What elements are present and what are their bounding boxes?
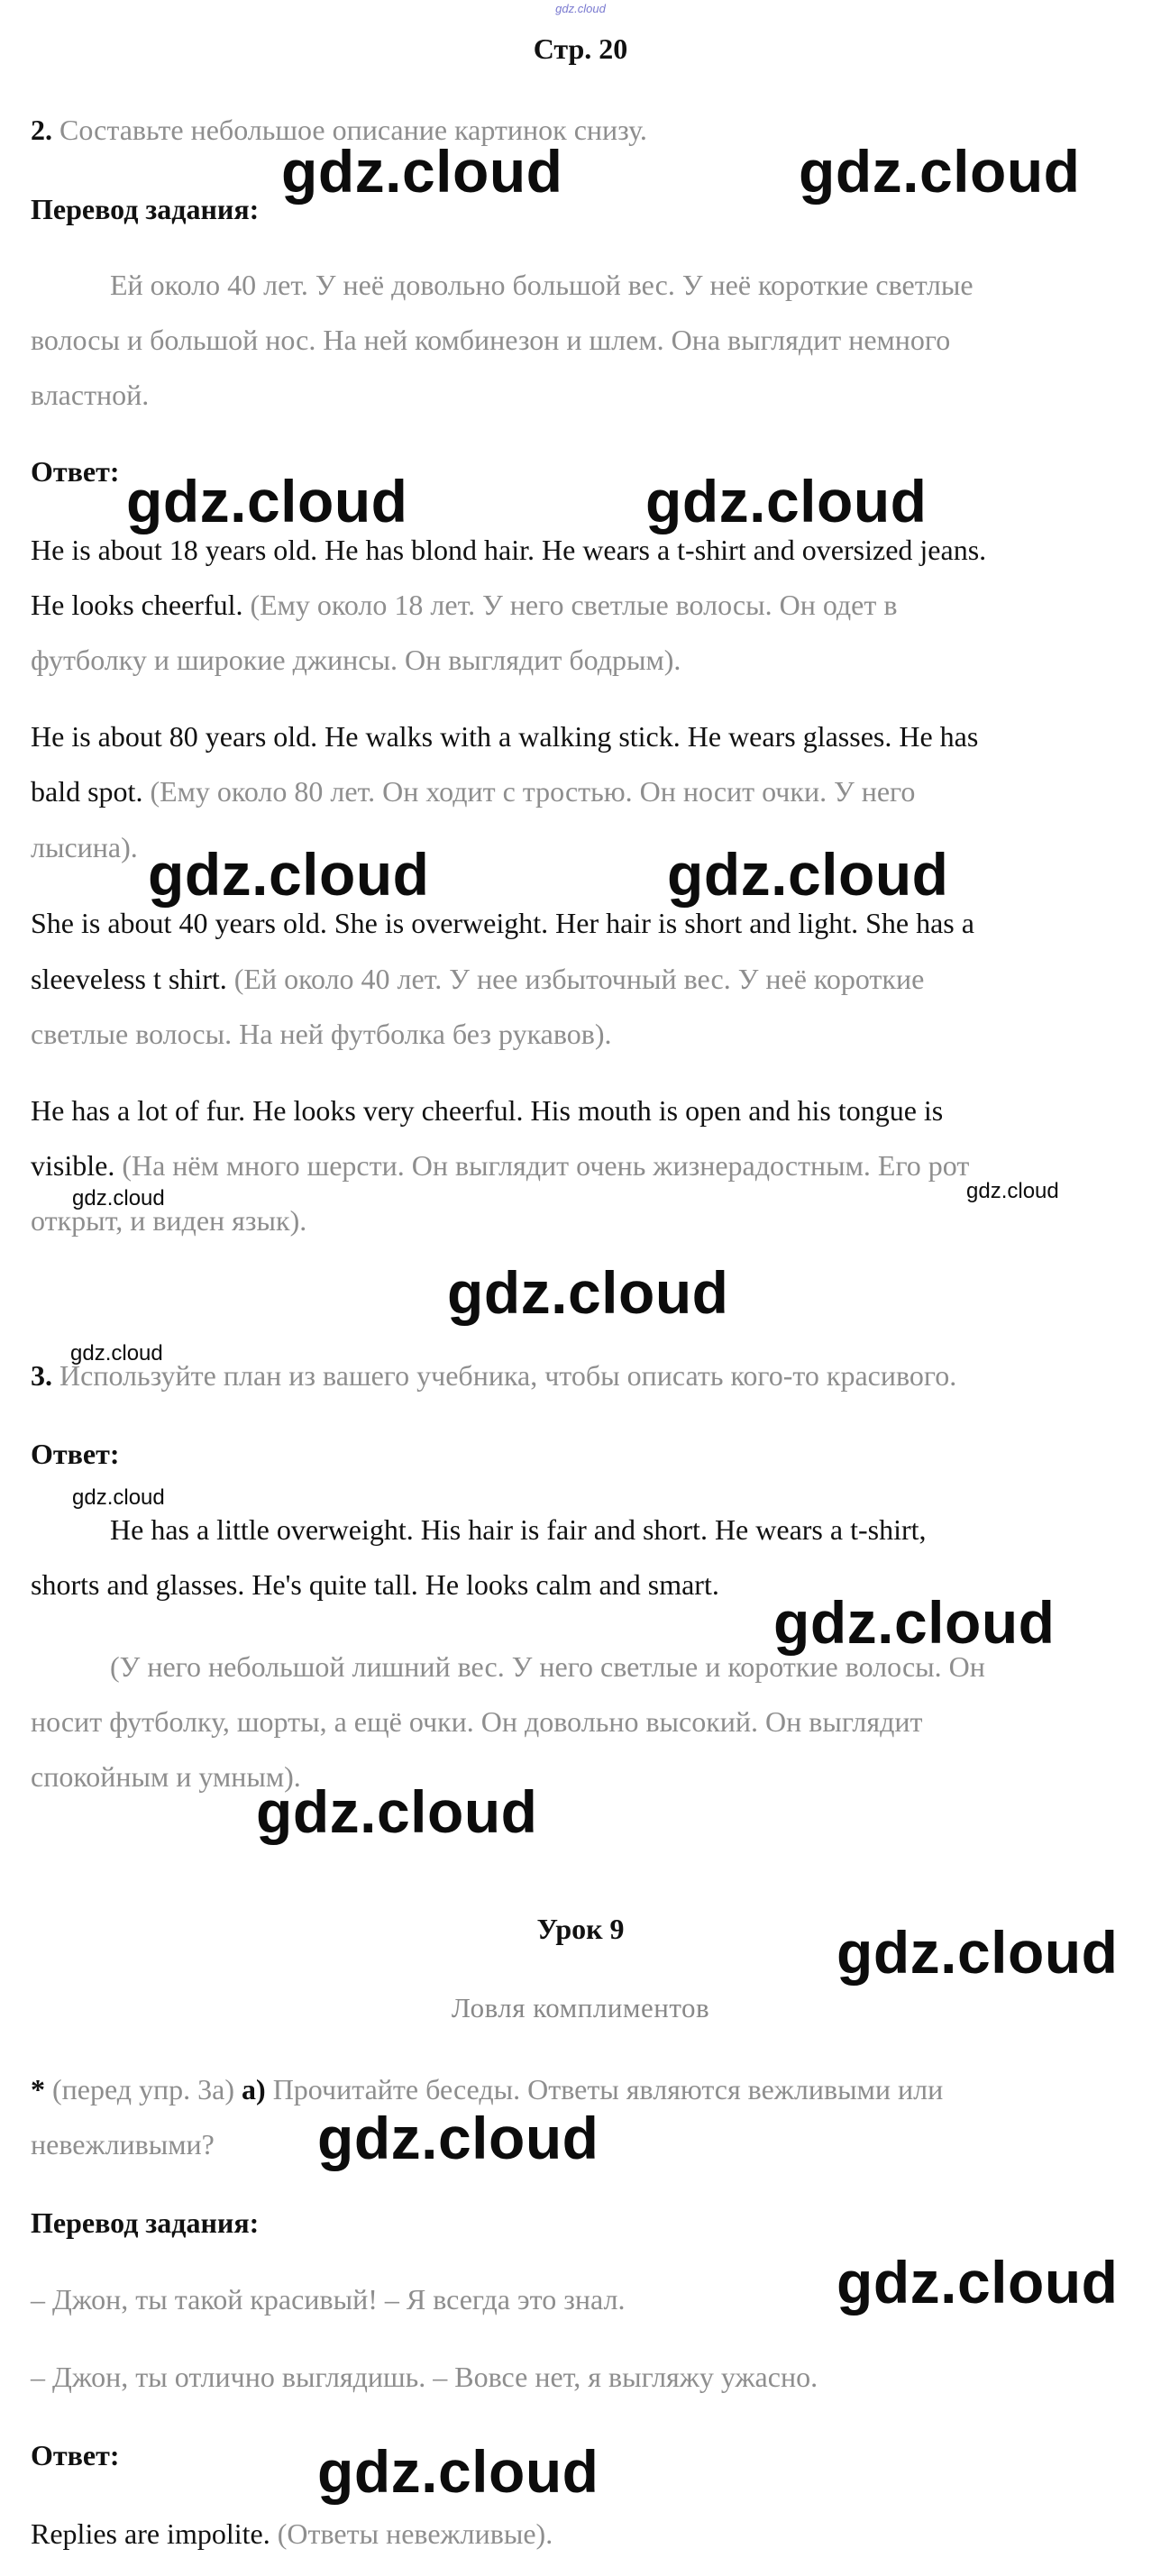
ex3-answer-line: shorts and glasses. He's quite tall. He looks calm and smart. — [31, 1568, 719, 1601]
ex2-answer-line: He is about 80 years old. He walks with a walking stick. He wears glasses. He has — [31, 720, 979, 753]
ex2-answer-ru: (Ему около 80 лет. Он ходит с тростью. Он носит очки. У него — [150, 775, 916, 808]
ex3-translation-line: (У него небольшой лишний вес. У него светлые и короткие волосы. Он — [110, 1650, 985, 1683]
ex2-answer-label: Ответ: — [31, 455, 120, 488]
watermark-text: gdz.cloud — [773, 1589, 1056, 1656]
watermark-text: gdz.cloud — [70, 1341, 163, 1366]
ex2-answer-line: футболку и широкие джинсы. Он выглядит бодрым). — [31, 644, 681, 676]
watermark-text: gdz.cloud — [645, 468, 928, 534]
ex2-answer-line: He has a lot of fur. He looks very cheerful. His mouth is open and his tongue is — [31, 1094, 944, 1127]
watermark-text: gdz.cloud — [148, 841, 430, 908]
ex2-answer-line — [31, 773, 1130, 809]
watermark-text: gdz.cloud — [966, 1179, 1059, 1203]
watermark-text: gdz.cloud — [667, 841, 949, 908]
lesson-dialog: – Джон, ты отлично выглядишь. – Вовсе нет, я выгляжу ужасно. — [31, 2361, 818, 2393]
page-title: Стр. 20 — [533, 32, 628, 65]
watermark-text: gdz.cloud — [447, 1259, 729, 1326]
lesson-answer-en: Replies are impolite. — [31, 2517, 270, 2550]
lesson-dialog: – Джон, ты такой красивый! – Я всегда это знал. — [31, 2283, 626, 2316]
ex2-answer-en: bald spot. — [31, 775, 143, 808]
lesson-star: * — [31, 2073, 45, 2106]
lesson-part: а) — [242, 2073, 266, 2106]
ex2-answer-line — [31, 1147, 1130, 1183]
lesson-task-line: невежливыми? — [31, 2128, 215, 2160]
ex2-translation-line: волосы и большой нос. На ней комбинезон и шлем. Она выглядит немного — [31, 324, 951, 356]
ex2-answer-en: He looks cheerful. — [31, 589, 243, 621]
ex2-answer-line: He is about 18 years old. He has blond hair. He wears a t-shirt and oversized jeans. — [31, 534, 987, 566]
ex2-answer-line: открыт, и виден язык). — [31, 1204, 307, 1237]
ex3-translation-line: спокойным и умным). — [31, 1760, 301, 1793]
ex3-answer-line: He has a little overweight. His hair is fair and short. He wears a t-shirt, — [110, 1513, 927, 1546]
ex2-answer-line — [31, 961, 1130, 997]
ex2-answer-line: She is about 40 years old. She is overweight. Her hair is short and light. She has a — [31, 907, 974, 939]
ex2-translation-line: Ей около 40 лет. У неё довольно большой вес. У неё короткие светлые — [110, 269, 974, 301]
lesson-translation-label: Перевод задания: — [31, 2206, 260, 2239]
watermark-text: gdz.cloud — [836, 2249, 1119, 2316]
watermark-text: gdz.cloud — [72, 1485, 165, 1510]
ex2-answer-en: visible. — [31, 1149, 115, 1182]
ex2-answer-en: sleeveless t shirt. — [31, 963, 227, 995]
lesson-title: Урок 9 — [536, 1913, 625, 1945]
watermark-text: gdz.cloud — [281, 138, 563, 205]
lesson-answer-label: Ответ: — [31, 2439, 120, 2471]
ex2-number: 2. — [31, 114, 52, 146]
lesson-before: (перед упр. 3а) — [52, 2073, 235, 2106]
lesson-task-text: Прочитайте беседы. Ответы являются вежливыми или — [272, 2073, 944, 2106]
lesson-answer-ru: (Ответы невежливые). — [277, 2517, 553, 2550]
lesson-task — [31, 2071, 1130, 2107]
lesson-subtitle: Ловля комплиментов — [451, 1992, 710, 2023]
watermark-text: gdz.cloud — [72, 1186, 165, 1210]
watermark-text: gdz.cloud — [126, 468, 408, 534]
watermark-text: gdz.cloud — [799, 138, 1081, 205]
ex3-task — [31, 1357, 1130, 1393]
ex3-translation-line: носит футболку, шорты, а ещё очки. Он довольно высокий. Он выглядит — [31, 1705, 923, 1738]
ex3-task-text: Используйте план из вашего учебника, чтобы описать кого-то красивого. — [59, 1359, 957, 1392]
watermark-text: gdz.cloud — [317, 2438, 599, 2505]
ex2-answer-line — [31, 587, 1130, 623]
ex2-translation-label: Перевод задания: — [31, 193, 260, 225]
watermark-text: gdz.cloud — [317, 2105, 599, 2171]
ex2-answer-ru: (На нём много шерсти. Он выглядит очень жизнерадостным. Его рот — [122, 1149, 970, 1182]
ex2-translation-line: властной. — [31, 379, 150, 411]
top-watermark: gdz.cloud — [555, 2, 606, 15]
ex2-answer-ru: (Ей около 40 лет. У нее избыточный вес. У неё короткие — [233, 963, 925, 995]
lesson-answer — [31, 2516, 1130, 2552]
ex3-answer-label: Ответ: — [31, 1438, 120, 1470]
ex2-answer-line: светлые волосы. На ней футболка без рукавов). — [31, 1018, 612, 1050]
watermark-text: gdz.cloud — [836, 1919, 1119, 1986]
watermark-text: gdz.cloud — [256, 1778, 538, 1845]
ex3-number: 3. — [31, 1359, 52, 1392]
ex2-task-text: Составьте небольшое описание картинок снизу. — [59, 114, 647, 146]
ex2-answer-line: лысина). — [31, 831, 138, 863]
ex2-answer-ru: (Ему около 18 лет. У него светлые волосы. Он одет в — [250, 589, 898, 621]
